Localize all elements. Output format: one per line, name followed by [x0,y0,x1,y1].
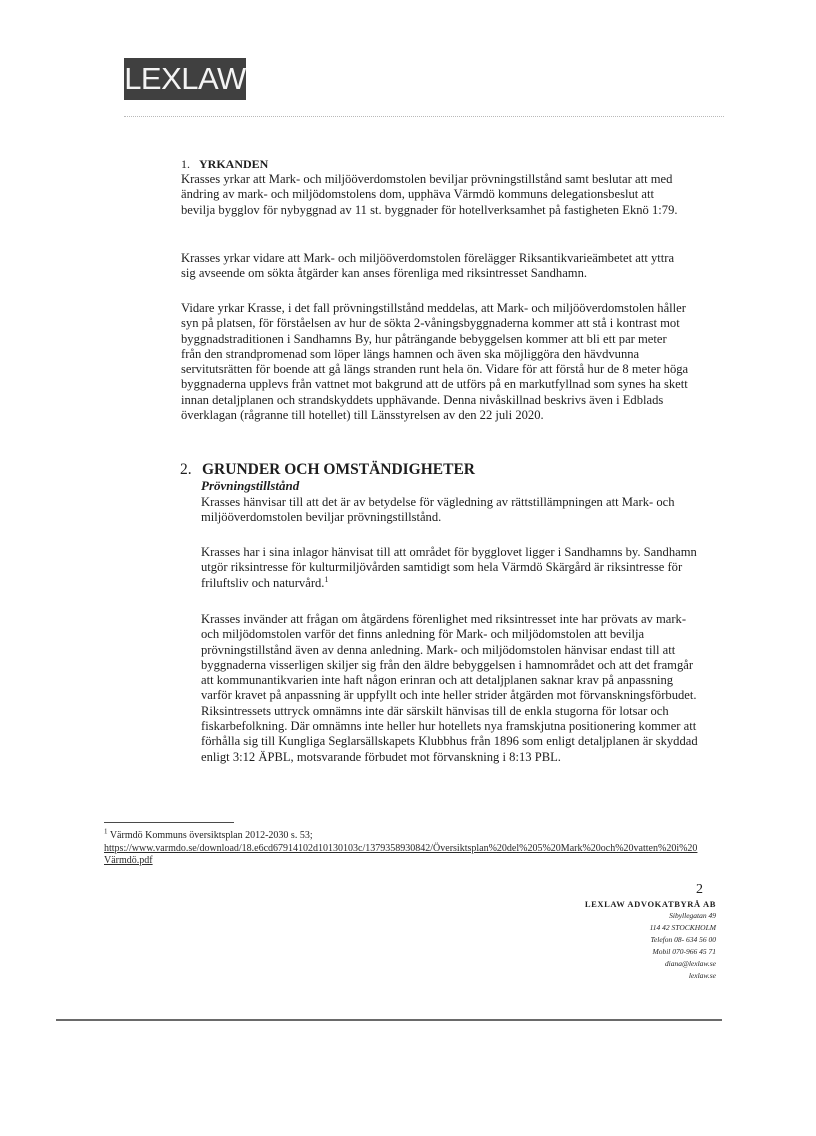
section-2-title: GRUNDER OCH OMSTÄNDIGHETER [202,461,475,478]
section-2-paragraph-2 [201,545,701,591]
section-1-number: 1. [181,157,190,171]
bottom-divider [56,1019,722,1021]
section-1-paragraph-2: Krasses yrkar vidare att Mark- och miljööverdomstolen förelägger Riksantikvarieämbetet att yttra sig avseende om sökta åtgärder kan anses förenliga med riksintresset Sandhamn. [181,251,675,281]
header-divider [124,116,724,117]
section-2-paragraph-2-text: Krasses har i sina inlagor hänvisat till att området för bygglovet ligger i Sandhamns by. Sandhamn utgör riksintresse för kulturmiljövården samtidigt som hela Värmdö Skärgård är riksintresse för friluftsliv och naturvård. [201,545,697,590]
firm-mobile: Mobil 070-966 45 71 [652,947,716,956]
footnote-link[interactable]: https://www.varmdo.se/download/18.e6cd67914102d10130103c/1379358930842/Översiktsplan%20del%205%20Mark%20och%20vatten%20i%20Värmdö.pdf [104,842,698,866]
firm-address-block [585,898,716,982]
section-1-paragraph-3: Vidare yrkar Krasse, i det fall prövningstillstånd meddelas, att Mark- och miljööverdomstolen håller syn på platsen, för förståelsen av hur de sökta 2-våningsbyggnaderna kommer att stå i kontrast mot byggnadstraditionen i Sandhamns By, hur påträngande bebyggelsen kommer att bli ett par meter från den strandpromenad som löper längs hamnen och även ska möjliggöra den hävdvunna servitutsrätten för boende att gå längs stranden runt hela ön. Vidare för att förstå hur de 8 meter höga byggnaderna upplevs från vattnet mot bakgrund att de utförs på en markutfyllnad som synes ha skett innan detaljplanen och strandskyddets upphävande. Denna nivåskillnad beskrivs även i Edblads överklagan (rågranne till hotellet) till Länsstyrelsen av den 22 juli 2020. [181,301,689,423]
footnote-marker: 1 [104,827,108,836]
section-1-heading [181,157,268,171]
firm-street: Sibyllegatan 49 [669,911,716,920]
section-1-title: YRKANDEN [199,157,269,171]
section-1-paragraph-1: Krasses yrkar att Mark- och miljööverdomstolen beviljar prövningstillstånd samt beslutar att med ändring av mark- och miljödomstolens dom, upphäva Värmdö kommuns delegationsbeslut att bevilja bygglov för nybyggnad av 11 st. byggnader för hotellverksamhet på fastigheten Eknö 1:79. [181,172,678,217]
footnote-text: Värmdö Kommuns översiktsplan 2012-2030 s. 53; [109,830,313,841]
firm-website[interactable]: lexlaw.se [688,971,716,980]
footnote [104,827,700,868]
firm-email[interactable]: diana@lexlaw.se [664,959,716,968]
firm-name: LEXLAW ADVOKATBYRÅ AB [584,899,716,909]
footnote-reference[interactable]: 1 [324,574,329,584]
lexlaw-logo: LEXLAW [124,58,246,100]
page-number: 2 [696,882,703,897]
footnote-divider [104,822,234,823]
section-2-paragraph-3: Krasses invänder att frågan om åtgärdens förenlighet med riksintresset inte har prövats av mark- och miljödomstolen varför det finns anledning för Mark- och miljödomstolen att bevilja prövningstillstånd även av denna anledning. Mark- och miljödomstolen hänvisar endast till att byggnaderna visserligen skiljer sig från den äldre bebyggelsen i hamnområdet och att det framgår att kommunantikvarien inte haft någon erinran och att detaljplanen saknar krav på anpassning varför kravet på anpassning är uppfyllt och inte heller strider åtgärden mot förvanskningsförbudet. Riksintressets uttryck omnämns inte där särskilt hänvisas till de enkla stugorna för lotsar och fiskarbefolkning. Där omnämns inte heller hur hotellets nya framskjutna positionering kommer att förhålla sig till Kungliga Seglarsällskapets Klubbhus från 1896 som enligt detaljplanen är skyddad enligt 3:12 ÄPBL, motsvarande förbudet mot förvanskning i 8:13 PBL. [201,612,698,764]
section-2-heading [180,461,475,479]
firm-phone: Telefon 08- 634 56 00 [650,935,716,944]
firm-postal: 114 42 STOCKHOLM [649,923,716,932]
section-2-number: 2. [180,461,192,478]
section-2-subheading: Prövningstillstånd [201,478,300,493]
section-2-paragraph-1: Krasses hänvisar till att det är av betydelse för vägledning av rättstillämpningen att Mark- och miljööverdomstolen beviljar prövningstillstånd. [201,495,675,525]
